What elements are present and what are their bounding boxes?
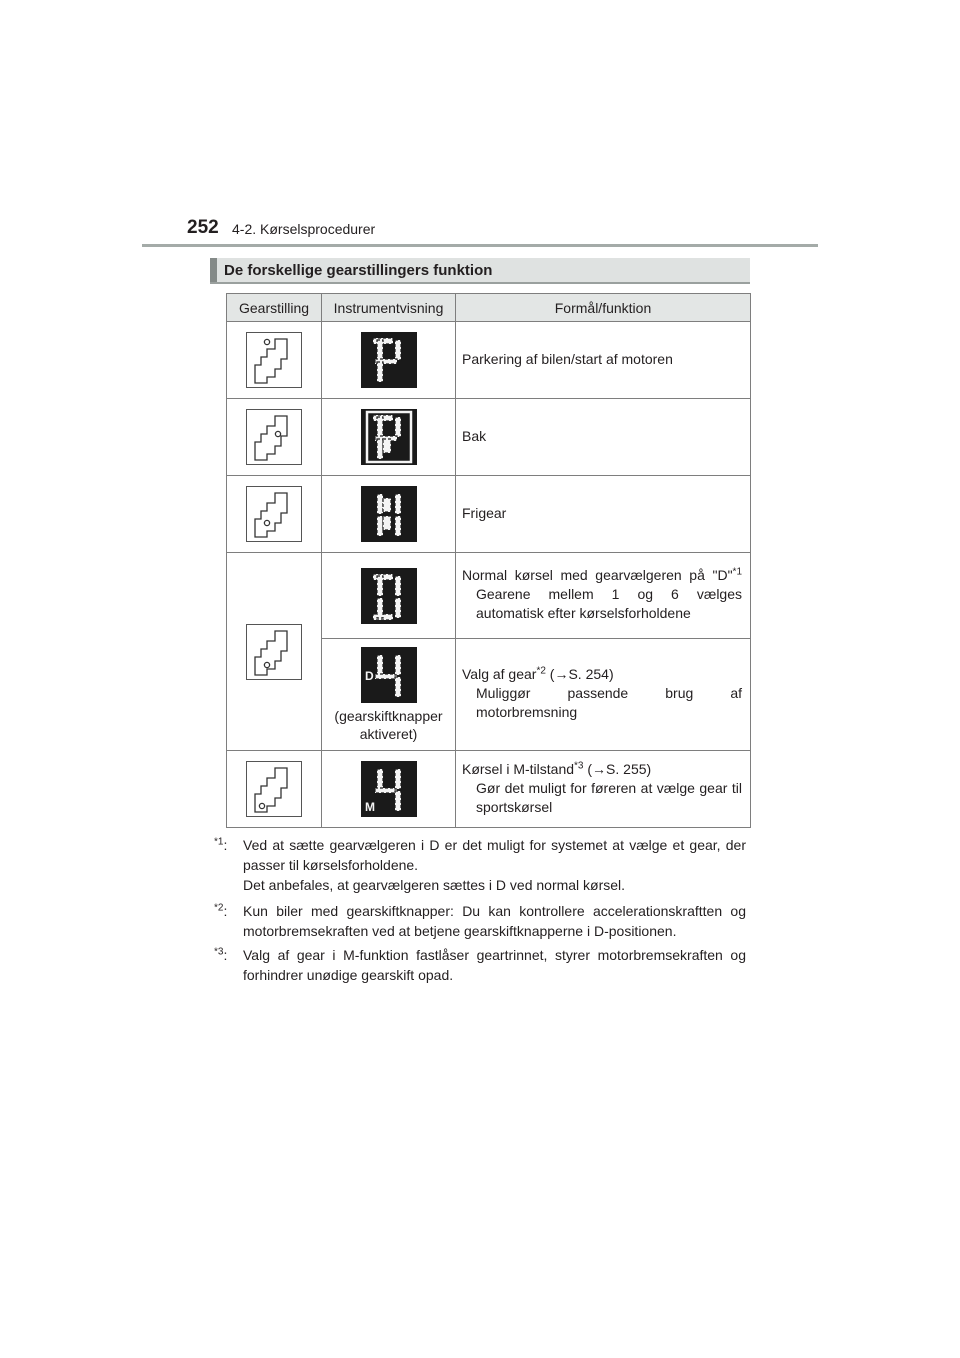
table-row <box>227 399 751 476</box>
display-n-icon <box>361 486 417 542</box>
footnote-extra: Det anbefales, at gearvælgeren sættes i D ved normal kørsel. <box>243 877 626 893</box>
function-cell <box>456 553 751 639</box>
function-text: Normal kørsel med gearvælgeren på "D" <box>462 567 733 583</box>
shift-gate-d-icon <box>246 624 302 680</box>
function-cell <box>456 751 751 828</box>
footnote-text: Valg af gear i M-funktion fastlåser geartrinnet, styrer motorbremsekraften og forhindrer unødige gearskift opad. <box>243 947 746 983</box>
display-d4-icon <box>361 647 417 703</box>
function-cell <box>456 639 751 751</box>
display-m4-icon <box>361 761 417 817</box>
gear-cell <box>227 751 322 828</box>
header-rule <box>142 244 818 247</box>
col-header-display: Instrumentvisning <box>322 294 456 322</box>
table-row <box>227 322 751 399</box>
footnote-text: Ved at sætte gearvælgeren i D er det muligt for systemet at vælge et gear, der passer til kørselsforholdene. <box>243 837 746 873</box>
display-cell <box>322 322 456 399</box>
footnote-ref: *3 <box>574 759 584 771</box>
shift-gate-m-icon <box>246 761 302 817</box>
function-cell <box>456 399 751 476</box>
col-header-function: Formål/funktion <box>456 294 751 322</box>
display-d-icon <box>361 568 417 624</box>
function-text: Valg af gear <box>462 666 537 682</box>
footnote-3: $^{*3}$: Valg af gear i M-funktion fastlåser geartrinnet, styrer motorbremsekraften og forhindrer unødige gearskift opad. <box>214 946 746 983</box>
footnote-mark: *2 <box>214 902 224 914</box>
footnote-2: $^{*2}$: Kun biler med gearskiftknapper: Du kan kontrollere accelerationskraftten og motorbremsekraften ved at betjene gearskiftknapperne i D-positionen. <box>214 902 746 939</box>
function-text: Frigear <box>462 504 507 521</box>
footnote-ref: *1 <box>732 566 742 578</box>
footnote-text: Kun biler med gearskiftknapper: Du kan kontrollere accelerationskraftten og motorbremsekraften ved at betjene gearskiftknapperne i D-positionen. <box>243 903 746 939</box>
footnote-mark: *3 <box>214 946 224 958</box>
section-heading: De forskellige gearstillingers funktion <box>224 262 493 279</box>
col-header-gear: Gearstilling <box>227 294 322 322</box>
page-number: 252 <box>187 217 219 238</box>
table-header-row <box>227 294 751 322</box>
display-cell <box>322 639 456 751</box>
table-row <box>227 553 751 639</box>
display-cell <box>322 751 456 828</box>
display-cell <box>322 399 456 476</box>
function-text: Bak <box>462 427 487 444</box>
section-title: 4-2. Kørselsprocedurer <box>232 221 376 237</box>
gear-cell <box>227 476 322 553</box>
function-text: Parkering af bilen/start af motoren <box>462 350 673 367</box>
display-cell <box>322 476 456 553</box>
display-cell <box>322 553 456 639</box>
function-subtext: Gør det muligt for føreren at vælge gear til sportskørsel <box>476 779 742 815</box>
gear-cell <box>227 553 322 751</box>
function-cell <box>456 476 751 553</box>
function-subtext: Muliggør passende brug af motorbremsning <box>476 685 742 720</box>
svg-text:M: M <box>364 800 375 814</box>
function-text: Kørsel i M-tilstand <box>462 760 575 777</box>
display-p-icon <box>361 332 417 388</box>
shift-gate-n-icon <box>246 486 302 542</box>
table-row <box>227 476 751 553</box>
shift-gate-r-icon <box>246 409 302 465</box>
display-r-icon <box>361 409 417 465</box>
footnote-mark: *1 <box>214 836 224 848</box>
page-ref: (→S. 254) <box>545 666 614 682</box>
display-caption: (gearskiftknapper aktiveret) <box>334 707 443 742</box>
gear-cell <box>227 399 322 476</box>
shift-gate-p-icon <box>246 332 302 388</box>
section-heading-bar <box>210 258 750 284</box>
footnote-1: $^{*1}$: Ved at sætte gearvælgeren i D er det muligt for systemet at vælge et gear, der passer til kørselsforholdene. Det anbefales, at gearvælgeren sættes i D ved normal kørsel. <box>214 836 746 893</box>
svg-text:D: D <box>364 668 374 683</box>
footnote-ref: *2 <box>536 665 546 677</box>
function-cell <box>456 322 751 399</box>
page-ref: (→S. 255) <box>583 760 652 777</box>
function-subtext: Gearene mellem 1 og 6 vælges automatisk efter kørselsforholdene <box>476 586 742 621</box>
gear-position-table <box>226 293 751 828</box>
table-row <box>227 751 751 828</box>
gear-cell <box>227 322 322 399</box>
